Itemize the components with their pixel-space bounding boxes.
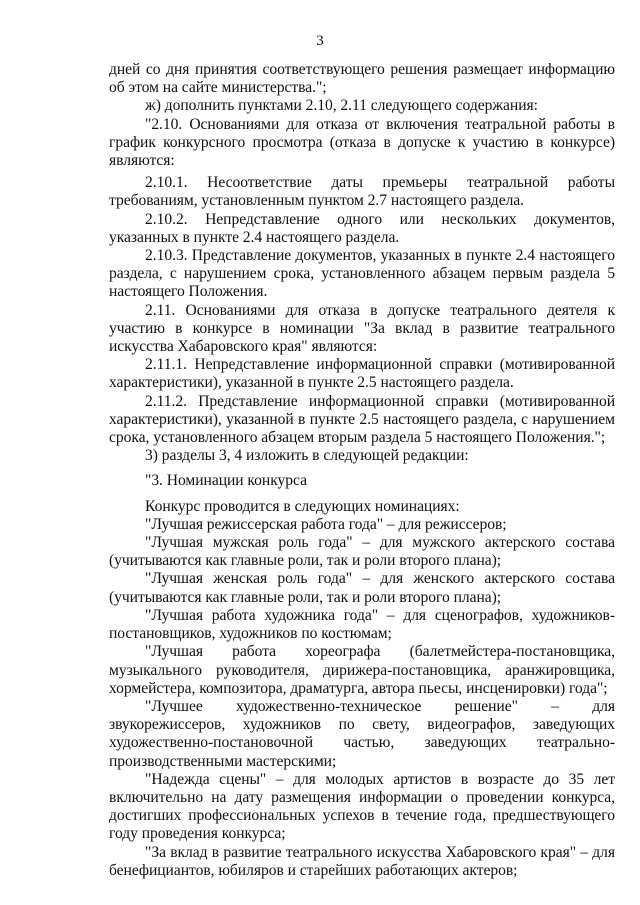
page-number: 3 <box>316 33 324 49</box>
section-heading-nominations: "3. Номинации конкурса <box>145 472 307 490</box>
paragraph-2-10: "2.10. Основаниями для отказа от включения театральной работы в график конкурсного просмотра (отказа в допуске к участию в конкурсе) являются: <box>109 115 615 170</box>
document-body <box>109 61 615 880</box>
nomination-choreographer: "Лучшая работа хореографа (балетмейстера-постановщика, музыкального руководителя, дирижера-постановщика, аранжировщика, хормейстера, композитора, драматурга, автора пьесы, инсценировки) года"; <box>109 643 615 697</box>
paragraph-2-11: 2.11. Основаниями для отказа в допуске театрального деятеля к участию в конкурсе в номинации "За вклад в развитие театрального искусства Хабаровского края" являются: <box>109 301 615 356</box>
paragraph-continuation: дней со дня принятия соответствующего решения размещает информацию об этом на сайте министерства."; <box>109 61 615 97</box>
nomination-male-role: "Лучшая мужская роль года" – для мужского актерского состава (учитываются как главные роли, так и роли второго плана); <box>109 534 615 570</box>
paragraph-nominations-intro: Конкурс проводится в следующих номинациях: <box>145 497 460 515</box>
paragraph-2-10-2: 2.10.2. Непредставление одного или нескольких документов, указанных в пункте 2.4 настоящего раздела. <box>109 210 615 246</box>
nomination-artist: "Лучшая работа художника года" – для сценографов, художников-постановщиков, художников по костюмам; <box>109 606 615 643</box>
paragraph-2-10-1: 2.10.1. Несоответствие даты премьеры театральной работы требованиям, установленным пунктом 2.7 настоящего раздела. <box>109 174 615 210</box>
nomination-contribution: "За вклад в развитие театрального искусства Хабаровского края" – для бенефициантов, юбиляров и старейших работающих актеров; <box>109 843 615 879</box>
nomination-female-role: "Лучшая женская роль года" – для женского актерского состава (учитываются как главные роли, так и роли второго плана); <box>109 570 615 606</box>
paragraph-2-10-3: 2.10.3. Представление документов, указанных в пункте 2.4 настоящего раздела, с нарушением срока, установленного абзацем первым раздела 5 настоящего Положения. <box>109 247 615 301</box>
nomination-director: "Лучшая режиссерская работа года" – для режиссеров; <box>145 515 507 533</box>
nomination-hope-of-stage: "Надежда сцены" – для молодых артистов в возрасте до 35 лет включительно на дату размещения информации о проведении конкурса, достигших профессиональных успехов в течение года, предшествующего году проведения конкурса; <box>109 770 615 843</box>
paragraph-item-3: 3) разделы 3, 4 изложить в следующей редакции: <box>145 447 469 465</box>
paragraph-2-11-1: 2.11.1. Непредставление информационной справки (мотивированной характеристики), указанной в пункте 2.5 настоящего раздела. <box>109 356 615 392</box>
nomination-technical: "Лучшее художественно-техническое решение" – для звукорежиссеров, художников по свету, видеографов, заведующих художественно-постановочной частью, заведующих театрально-производственными мастерскими; <box>109 697 615 770</box>
paragraph-2-11-2: 2.11.2. Представление информационной справки (мотивированной характеристики), указанной в пункте 2.5 настоящего раздела, с нарушением срока, установленного абзацем вторым раздела 5 настоящего Положения."; <box>109 392 615 447</box>
paragraph-item-zh: ж) дополнить пунктами 2.10, 2.11 следующего содержания: <box>145 97 538 115</box>
